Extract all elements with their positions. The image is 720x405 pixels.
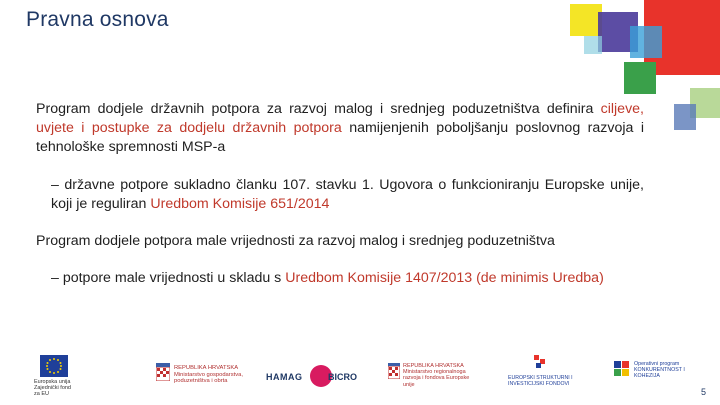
deco-square-cyan <box>584 36 602 54</box>
link-uredba-1407: Uredbom Komisije 1407/2013 (de minimis Uredba) <box>285 270 604 286</box>
link-uredba-651: Uredbom Komisije 651/2014 <box>150 196 330 212</box>
eu-caption: Europska unija Zajednički fond za EU <box>34 379 71 397</box>
deco-square-lightgreen <box>690 88 720 118</box>
deco-square-lightblue <box>630 26 662 58</box>
page-number: 5 <box>700 387 706 397</box>
ministry-regionalnog-razvoja-logo: REPUBLIKA HRVATSKA Ministarstvo regionalnoga razvoja i fondova Europske unije <box>403 363 470 388</box>
slide-content <box>36 100 644 288</box>
croatian-coat-of-arms-icon-2 <box>388 363 400 379</box>
deco-square-blue <box>674 104 696 130</box>
eu-stars-icon <box>40 355 68 377</box>
slide-title: Pravna osnova <box>26 8 169 31</box>
eu-flag-logo <box>40 355 68 377</box>
paragraph-program-male-vrijednosti: Program dodjele potpora male vrijednosti za razvoj malog i srednjeg poduzetništva <box>36 233 555 249</box>
ministry-gospodarstva-logo: REPUBLIKA HRVATSKA Ministarstvo gospodarstva, poduzetništva i obrta <box>174 365 243 384</box>
eu-funds-arrow-icon <box>532 353 550 371</box>
highlight-ciljevi: ciljeve, uvjete i postupke za dodjelu državnih potpora <box>36 101 644 136</box>
deco-square-purple <box>598 12 638 52</box>
paragraph-program-drzavne-potpore: Program dodjele državnih potpora za razvoj malog i srednjeg poduzetništva definira ciljeve, uvjete i postupke za dodjelu državnih potpora namijenjenih poboljšanju poslovnog razvoja i tehnološke spremnosti MSP-a <box>36 101 644 155</box>
footer-logos <box>0 345 720 405</box>
deco-square-green <box>624 62 656 94</box>
bicro-logo: BICRO <box>328 372 357 382</box>
bullet-de-minimis: – potpore male vrijednosti u skladu s Uredbom Komisije 1407/2013 (de minimis Uredba) <box>51 270 604 286</box>
bullet-drzavne-potpore: – državne potpore sukladno članku 107. stavku 1. Ugovora o funkcioniranju Europske unije, koji je reguliran Uredbom Komisije 651/2014 <box>51 177 644 212</box>
hamag-logo: HAMAG <box>266 372 303 382</box>
deco-square-red <box>644 0 720 75</box>
op-kik-icon <box>614 361 630 377</box>
deco-square-yellow <box>570 4 602 36</box>
croatian-coat-of-arms-icon <box>156 363 170 381</box>
eu-funds-logo: EUROPSKI STRUKTURNI I INVESTICIJSKI FONDOVI <box>508 375 573 387</box>
op-kik-logo: Operativni program KONKURENTNOST I KOHEZIJA <box>634 361 685 380</box>
